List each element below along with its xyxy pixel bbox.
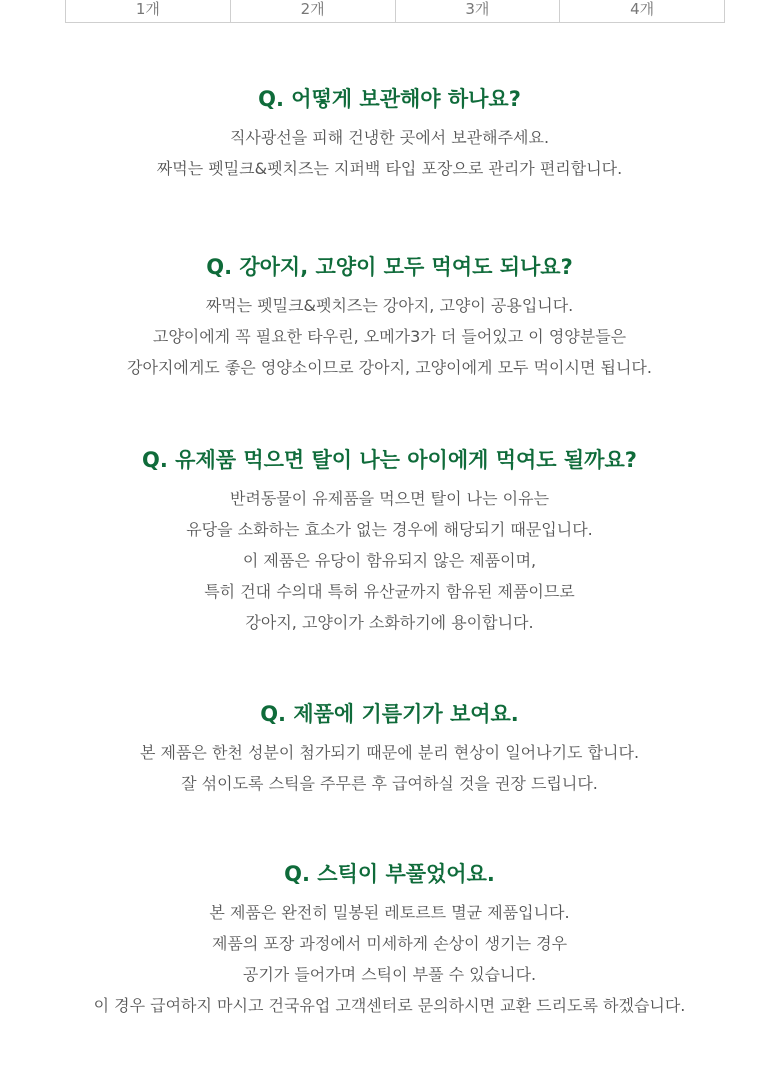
faq-dog-cat [0, 252, 779, 383]
faq-answer [0, 737, 779, 799]
faq-answer [0, 290, 779, 383]
faq-question: Q. 유제품 먹으면 탈이 나는 아이에게 먹여도 될까요? [142, 448, 637, 472]
faq-answer [0, 483, 779, 638]
faq-answer-line: 제품의 포장 과정에서 미세하게 손상이 생기는 경우 [211, 934, 568, 953]
quantity-cell-4: 4개 [630, 0, 655, 18]
quantity-cell-2: 2개 [231, 0, 396, 22]
quantity-cell-1: 1개 [66, 0, 231, 22]
faq-answer-line: 반려동물이 유제품을 먹으면 탈이 나는 이유는 [229, 489, 550, 508]
faq-answer-line: 특히 건대 수의대 특허 유산균까지 함유된 제품이므로 [204, 582, 575, 601]
faq-swollen-stick [0, 859, 779, 1021]
faq-question: Q. 제품에 기름기가 보여요. [260, 702, 519, 726]
faq-answer-line: 이 경우 급여하지 마시고 건국유업 고객센터로 문의하시면 교환 드리도록 하겠습니다. [93, 996, 686, 1015]
faq-answer-line: 이 제품은 유당이 함유되지 않은 제품이며, [242, 551, 537, 570]
quantity-cell-3: 3개 [396, 0, 561, 22]
faq-answer-line: 직사광선을 피해 건냉한 곳에서 보관해주세요. [229, 128, 550, 147]
faq-answer-line: 짜먹는 펫밀크&펫치즈는 지퍼백 타입 포장으로 관리가 편리합니다. [156, 159, 623, 178]
faq-answer [0, 122, 779, 184]
faq-answer-line: 고양이에게 꼭 필요한 타우린, 오메가3가 더 들어있고 이 영양분들은 [152, 327, 627, 346]
faq-storage [0, 84, 779, 184]
quantity-table-row [65, 0, 725, 23]
faq-oil [0, 699, 779, 799]
faq-answer-line: 본 제품은 완전히 밀봉된 레토르트 멸균 제품입니다. [209, 903, 570, 922]
faq-answer-line: 유당을 소화하는 효소가 없는 경우에 해당되기 때문입니다. [186, 520, 593, 539]
faq-answer-line: 공기가 들어가며 스틱이 부풀 수 있습니다. [242, 965, 537, 984]
faq-answer [0, 897, 779, 1021]
faq-question: Q. 강아지, 고양이 모두 먹여도 되나요? [206, 255, 573, 279]
faq-answer-line: 짜먹는 펫밀크&펫치즈는 강아지, 고양이 공용입니다. [205, 296, 574, 315]
faq-answer-line: 강아지, 고양이가 소화하기에 용이합니다. [245, 613, 534, 632]
faq-lactose [0, 445, 779, 638]
faq-answer-line: 잘 섞이도록 스틱을 주무른 후 급여하실 것을 권장 드립니다. [181, 774, 598, 793]
faq-answer-line: 강아지에게도 좋은 영양소이므로 강아지, 고양이에게 모두 먹이시면 됩니다. [127, 358, 652, 377]
faq-question: Q. 어떻게 보관해야 하나요? [258, 87, 521, 111]
faq-question: Q. 스틱이 부풀었어요. [284, 862, 495, 886]
faq-answer-line: 본 제품은 한천 성분이 첨가되기 때문에 분리 현상이 일어나기도 합니다. [139, 743, 640, 762]
